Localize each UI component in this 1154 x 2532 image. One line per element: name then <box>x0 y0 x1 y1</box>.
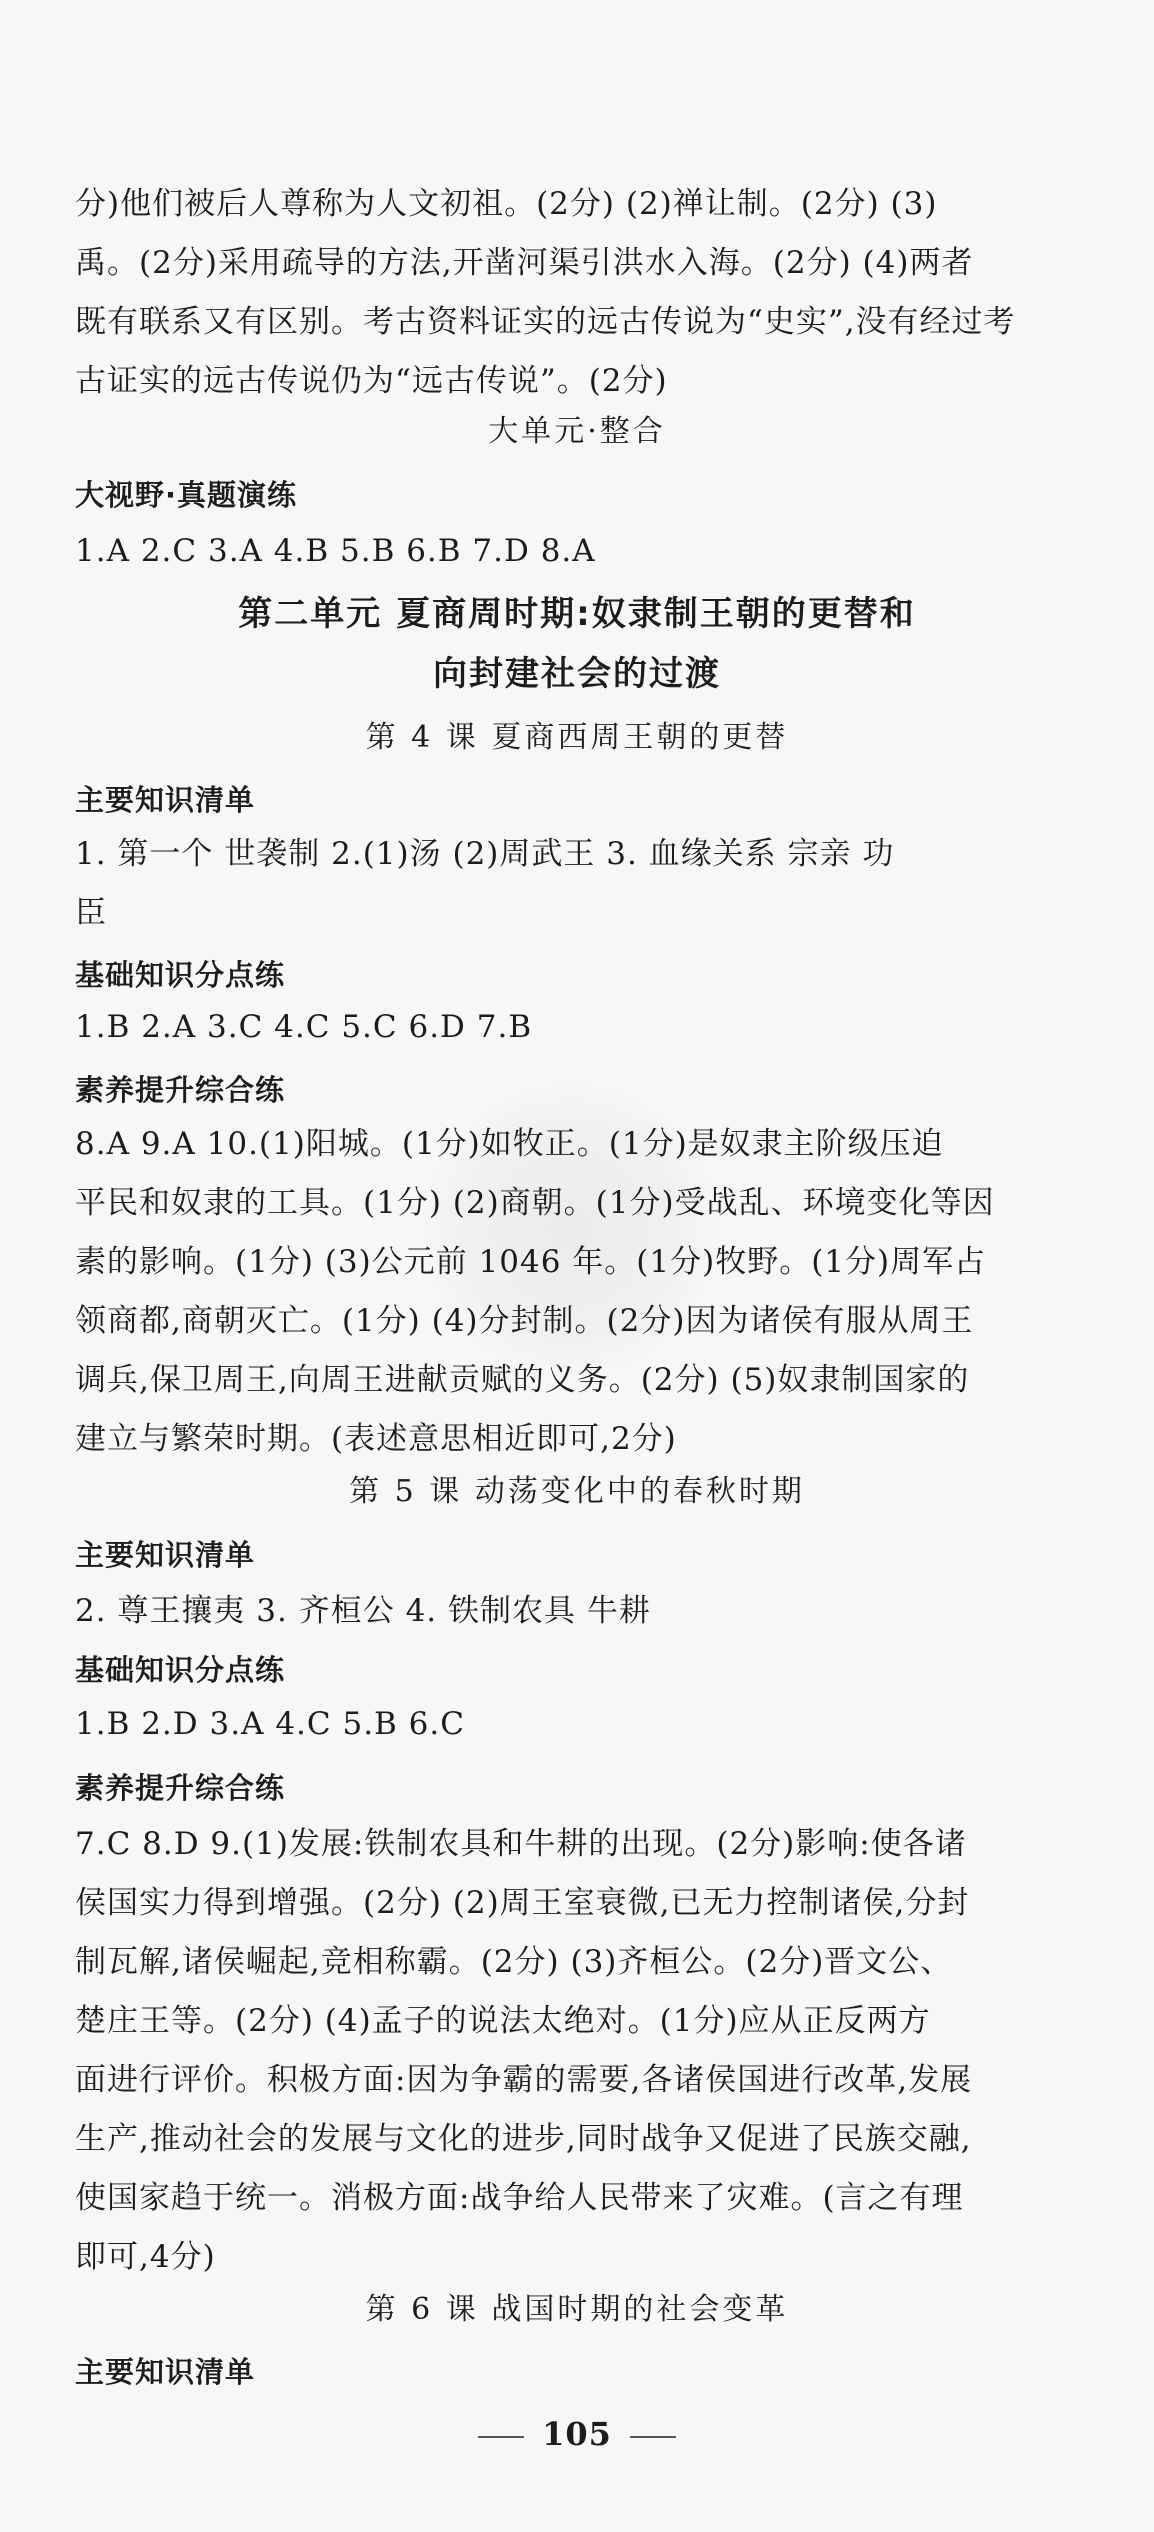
answer-line: 1.B 2.D 3.A 4.C 5.B 6.C <box>75 1706 465 1742</box>
comprehensive-answers <box>75 1815 1085 2287</box>
text-line: 平民和奴隶的工具。(1分) (2)商朝。(1分)受战乱、环境变化等因 <box>75 1185 995 1221</box>
text-line: 楚庄王等。(2分) (4)孟子的说法太绝对。(1分)应从正反两方 <box>75 2003 931 2039</box>
knowledge-list <box>75 825 1085 943</box>
page-number: 105 <box>542 2415 612 2453</box>
unit-title-line-1: 第二单元 夏商周时期:奴隶制王朝的更替和 <box>238 594 916 634</box>
section-heading: 主要知识清单 <box>75 783 256 817</box>
knowledge-list: 2. 尊王攘夷 3. 齐桓公 4. 铁制农具 牛耕 <box>75 1593 651 1629</box>
section-heading: 素养提升综合练 <box>75 1771 286 1805</box>
text-line: 制瓦解,诸侯崛起,竞相称霸。(2分) (3)齐桓公。(2分)晋文公、 <box>75 1944 953 1980</box>
text-line: 7.C 8.D 9.(1)发展:铁制农具和牛耕的出现。(2分)影响:使各诸 <box>75 1826 967 1862</box>
text-line: 领商都,商朝灭亡。(1分) (4)分封制。(2分)因为诸侯有服从周王 <box>75 1303 974 1339</box>
text-line: 1. 第一个 世袭制 2.(1)汤 (2)周武王 3. 血缘关系 宗亲 功 <box>75 836 895 872</box>
text-line: 调兵,保卫周王,向周王进献贡赋的义务。(2分) (5)奴隶制国家的 <box>75 1362 970 1398</box>
text-line: 素的影响。(1分) (3)公元前 1046 年。(1分)牧野。(1分)周军占 <box>75 1244 987 1280</box>
section-heading: 基础知识分点练 <box>75 958 286 992</box>
text-line: 分)他们被后人尊称为人文初祖。(2分) (2)禅让制。(2分) (3) <box>75 186 938 222</box>
unit-title-line-2: 向封建社会的过渡 <box>433 654 721 694</box>
section-heading: 素养提升综合练 <box>75 1073 286 1107</box>
lesson-6-title: 第 6 课 战国时期的社会变革 <box>365 2292 789 2327</box>
section-heading: 基础知识分点练 <box>75 1653 286 1687</box>
text-line: 面进行评价。积极方面:因为争霸的需要,各诸侯国进行改革,发展 <box>75 2062 973 2098</box>
dash-right <box>630 2436 676 2438</box>
page-number-footer <box>0 2415 1154 2453</box>
text-line: 8.A 9.A 10.(1)阳城。(1分)如牧正。(1分)是奴隶主阶级压迫 <box>75 1126 944 1162</box>
text-line: 即可,4分) <box>75 2239 216 2275</box>
comprehensive-answers <box>75 1115 1085 1469</box>
text-line: 侯国实力得到增强。(2分) (2)周王室衰微,已无力控制诸侯,分封 <box>75 1885 970 1921</box>
dash-left <box>478 2436 524 2438</box>
section-heading: 主要知识清单 <box>75 2355 256 2389</box>
answer-line: 1.A 2.C 3.A 4.B 5.B 6.B 7.D 8.A <box>75 533 596 569</box>
lesson-4-title: 第 4 课 夏商西周王朝的更替 <box>365 720 789 755</box>
text-line: 使国家趋于统一。消极方面:战争给人民带来了灾难。(言之有理 <box>75 2180 964 2216</box>
lesson-5-title: 第 5 课 动荡变化中的春秋时期 <box>349 1474 805 1509</box>
text-line: 生产,推动社会的发展与文化的进步,同时战争又促进了民族交融, <box>75 2121 972 2157</box>
text-line: 臣 <box>75 895 107 931</box>
text-line: 禹。(2分)采用疏导的方法,开凿河渠引洪水入海。(2分) (4)两者 <box>75 245 974 281</box>
intro-paragraph <box>75 175 1085 411</box>
text-line: 既有联系又有区别。考古资料证实的远古传说为“史实”,没有经过考 <box>75 304 1016 340</box>
text-line: 建立与繁荣时期。(表述意思相近即可,2分) <box>75 1421 677 1457</box>
answer-line: 1.B 2.A 3.C 4.C 5.C 6.D 7.B <box>75 1009 533 1045</box>
text-line: 古证实的远古传说仍为“远古传说”。(2分) <box>75 363 668 399</box>
unit-integration-title: 大单元·整合 <box>488 414 666 449</box>
section-heading: 大视野·真题演练 <box>75 478 298 512</box>
section-heading: 主要知识清单 <box>75 1538 256 1572</box>
